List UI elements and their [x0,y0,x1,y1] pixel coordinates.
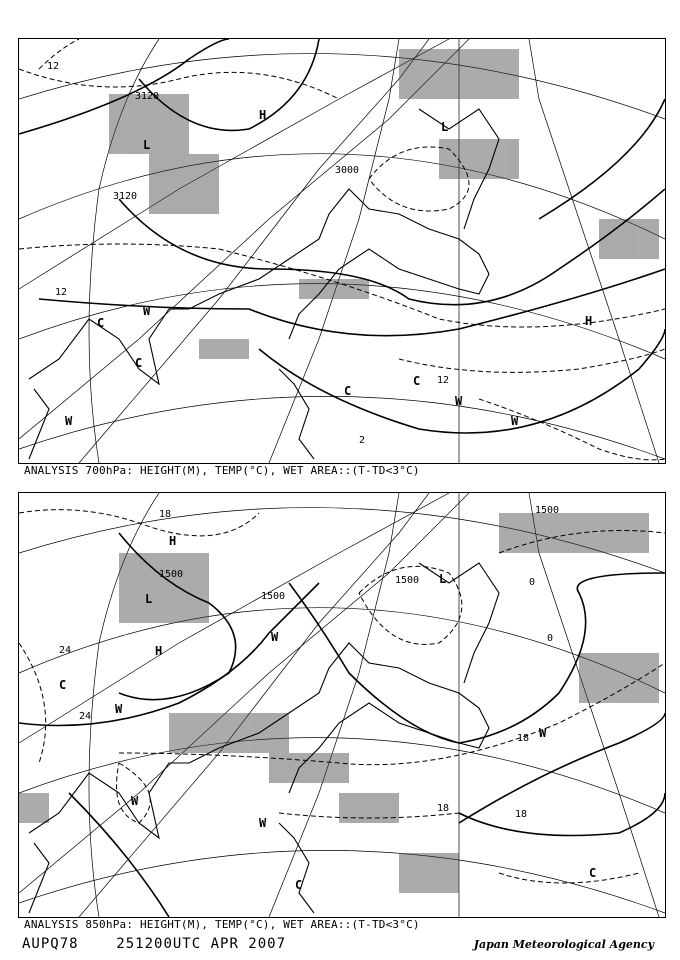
center-letter: C [344,384,352,398]
center-letter: W [259,816,267,830]
valid-time: 251200UTC APR 2007 [116,936,287,952]
height-label: 3120 [135,91,160,102]
center-letter: W [65,414,73,428]
center-letter: C [135,356,143,370]
height-label: 24 [59,645,72,656]
center-letter: W [511,414,519,428]
height-label: 1500 [535,505,560,516]
chart-footer [22,936,286,952]
height-label: 12 [47,61,60,72]
center-letter: C [589,866,597,880]
height-label: 18 [437,803,450,814]
chart-id: AUPQ78 [22,936,79,952]
height-labels [47,61,449,446]
height-label: 1500 [159,569,184,580]
center-letter: W [539,726,547,740]
height-label: 12 [55,287,68,298]
temperature-contours [19,510,665,883]
center-letter: C [97,316,105,330]
map-700hpa [19,39,665,463]
center-letter: H [169,534,177,548]
height-label: 2 [359,435,366,446]
map-panel-700hpa [18,38,666,464]
height-label: 1500 [261,591,286,602]
coastlines [29,109,499,459]
center-letter: W [455,394,463,408]
agency-name: Japan Meteorological Agency [473,938,654,951]
center-letter: W [131,794,139,808]
center-letter: L [441,120,449,134]
height-label: 0 [547,633,554,644]
height-label: 3120 [113,191,138,202]
panel-caption-700hpa: ANALYSIS 700hPa: HEIGHT(M), TEMP(°C), WET AREA::(T-TD<3°C) [24,464,420,477]
center-letter: C [295,878,303,892]
height-label: 3000 [335,165,360,176]
center-letter: C [413,374,421,388]
center-letter: H [585,314,593,328]
height-label: 0 [529,577,536,588]
center-letter: L [143,138,151,152]
center-letter: W [143,304,151,318]
center-letter: W [271,630,279,644]
height-label: 1500 [395,575,420,586]
center-letter: L [145,592,153,606]
height-label: 18 [159,509,172,520]
height-label: 18 [515,809,528,820]
height-label: 12 [437,375,450,386]
center-letter: H [155,644,163,658]
center-letter: H [259,108,267,122]
center-letter: L [439,572,447,586]
height-label: 24 [79,711,92,722]
map-panel-850hpa [18,492,666,918]
map-850hpa [19,493,665,917]
center-letter: C [59,678,67,692]
center-letter: W [115,702,123,716]
height-label: 18 [517,733,530,744]
panel-caption-850hpa: ANALYSIS 850hPa: HEIGHT(M), TEMP(°C), WET AREA::(T-TD<3°C) [24,918,420,931]
